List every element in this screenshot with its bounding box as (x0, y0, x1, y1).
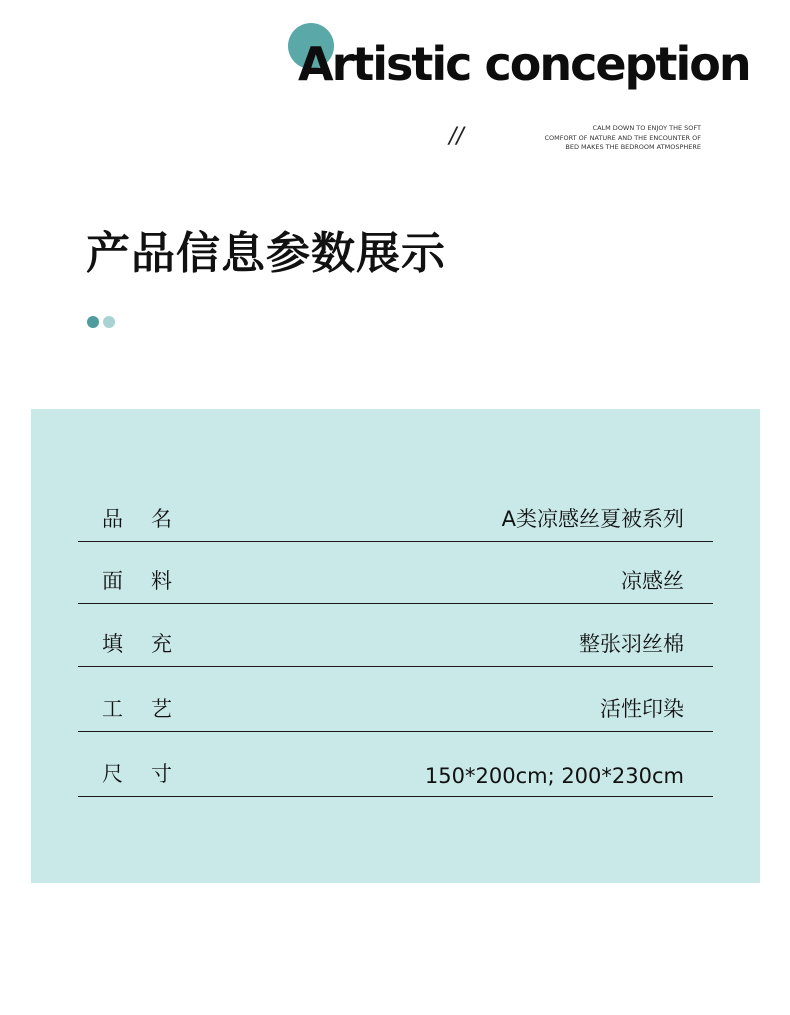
decorative-dot (87, 316, 99, 328)
spec-value: 150*200cm; 200*230cm (424, 764, 684, 788)
spec-value: 整张羽丝棉 (579, 632, 684, 656)
spec-table (78, 490, 713, 797)
spec-row-filling (78, 604, 713, 667)
spec-value: 活性印染 (600, 697, 684, 721)
tagline-line: BED MAKES THE BEDROOM ATMOSPHERE (565, 143, 701, 151)
hero-title: Artistic conception (298, 37, 750, 91)
spec-value: A类凉感丝夏被系列 (501, 507, 684, 531)
spec-label: 面料 (102, 569, 200, 593)
spec-row-craft (78, 667, 713, 732)
tagline (501, 124, 701, 153)
spec-value: 凉感丝 (621, 569, 684, 593)
section-title: 产品信息参数展示 (86, 228, 446, 279)
spec-label: 尺寸 (102, 762, 200, 786)
spec-label: 填充 (102, 632, 200, 656)
spec-row-product-name (78, 490, 713, 542)
spec-label: 工艺 (102, 697, 200, 721)
spec-row-fabric (78, 542, 713, 604)
spec-row-size (78, 732, 713, 797)
tagline-line: COMFORT OF NATURE AND THE ENCOUNTER OF (544, 133, 701, 142)
spec-label: 品名 (102, 507, 200, 531)
decorative-dot (103, 316, 115, 328)
tagline-line: CALM DOWN TO ENJOY THE SOFT (592, 124, 701, 132)
slash-divider: // (449, 124, 464, 149)
